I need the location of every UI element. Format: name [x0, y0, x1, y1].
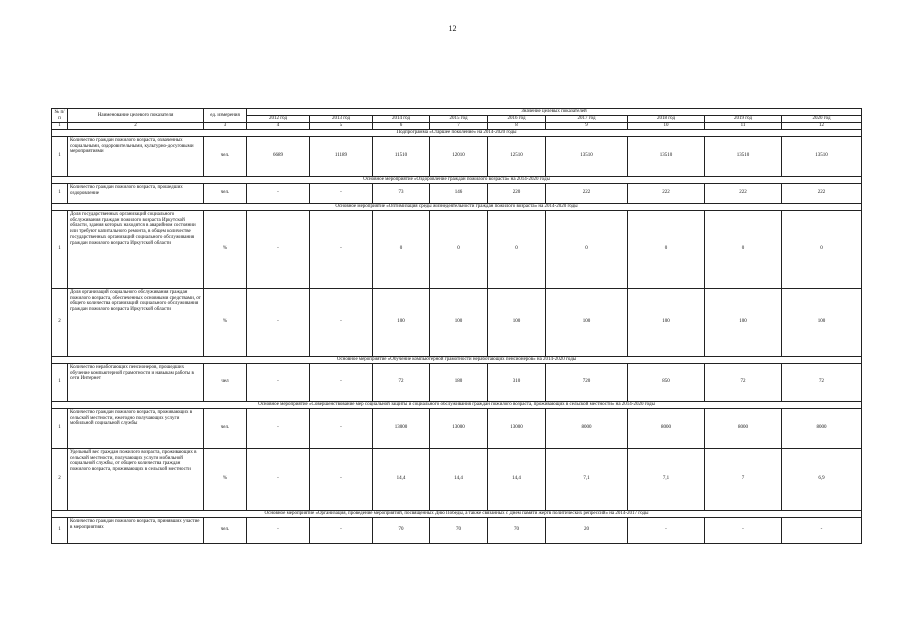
value-cell: 220: [488, 183, 546, 203]
row-number: 1: [52, 210, 68, 288]
header-year: 2019 год: [705, 116, 782, 123]
value-cell: 0: [782, 210, 862, 288]
value-cell: 0: [705, 210, 782, 288]
column-number: 4: [247, 123, 310, 130]
value-cell: 100: [430, 288, 488, 356]
value-cell: -: [310, 408, 373, 448]
value-cell: 0: [430, 210, 488, 288]
unit-cell: %: [204, 210, 247, 288]
column-numbers-row: [52, 123, 862, 130]
value-cell: 70: [430, 517, 488, 543]
section-row: [52, 176, 862, 183]
value-cell: -: [310, 288, 373, 356]
header-year: 2015 год: [430, 116, 488, 123]
value-cell: 11510: [373, 136, 430, 176]
value-cell: 6689: [247, 136, 310, 176]
value-cell: 70: [488, 517, 546, 543]
column-number: 9: [546, 123, 628, 130]
value-cell: 0: [628, 210, 705, 288]
section-title: Подпрограмма «Старшее поколение» на 2014-2020 годы: [52, 129, 862, 136]
section-title: Основное мероприятие «Совершенствование мер социальной защиты и социального обслуживания граждан пожилого возраста, проживающих в сельской местности» на 2014-2020 годы: [52, 401, 862, 408]
value-cell: 0: [488, 210, 546, 288]
column-number: 6: [373, 123, 430, 130]
row-number: 1: [52, 517, 68, 543]
value-cell: -: [782, 517, 862, 543]
value-cell: 100: [488, 288, 546, 356]
value-cell: -: [247, 183, 310, 203]
column-number: 10: [628, 123, 705, 130]
value-cell: 7,1: [628, 448, 705, 510]
value-cell: 20: [546, 517, 628, 543]
value-cell: 100: [373, 288, 430, 356]
value-cell: 8000: [705, 408, 782, 448]
indicator-row: [52, 136, 862, 176]
value-cell: 222: [546, 183, 628, 203]
value-cell: -: [705, 517, 782, 543]
value-cell: 13510: [546, 136, 628, 176]
header-year: 2014 год: [373, 116, 430, 123]
value-cell: 850: [628, 363, 705, 401]
table-body: [52, 109, 862, 544]
value-cell: 73: [373, 183, 430, 203]
header-year: 2013 год: [310, 116, 373, 123]
value-cell: 180: [430, 363, 488, 401]
section-title: Основное мероприятие «Обучение компьютерной грамотности неработающих пенсионеров» на 2014-2020 годы: [52, 356, 862, 363]
value-cell: -: [310, 210, 373, 288]
value-cell: 8000: [546, 408, 628, 448]
value-cell: 12510: [488, 136, 546, 176]
value-cell: 100: [782, 288, 862, 356]
page-number: 12: [448, 24, 457, 33]
value-cell: 7,1: [546, 448, 628, 510]
row-number: 2: [52, 448, 68, 510]
indicator-row: [52, 517, 862, 543]
value-cell: 14,4: [488, 448, 546, 510]
value-cell: 100: [628, 288, 705, 356]
indicator-row: [52, 448, 862, 510]
value-cell: 72: [705, 363, 782, 401]
column-number: 2: [68, 123, 204, 130]
section-row: [52, 129, 862, 136]
value-cell: 72: [373, 363, 430, 401]
value-cell: -: [628, 517, 705, 543]
header-year: 2016 год: [488, 116, 546, 123]
unit-cell: чел.: [204, 183, 247, 203]
value-cell: 14,4: [373, 448, 430, 510]
value-cell: 13000: [373, 408, 430, 448]
value-cell: -: [247, 363, 310, 401]
unit-cell: %: [204, 448, 247, 510]
row-number: 1: [52, 363, 68, 401]
header-name: Наименование целевого показателя: [68, 109, 204, 123]
value-cell: -: [310, 183, 373, 203]
indicator-name: Количество неработающих пенсионеров, прошедших обучение компьютерной грамотности и навыкам работы в сети Интернет: [68, 363, 204, 401]
header-year: 2018 год: [628, 116, 705, 123]
column-number: 11: [705, 123, 782, 130]
value-cell: 146: [430, 183, 488, 203]
header-num: № п/п: [52, 109, 68, 123]
indicator-name: Доля государственных организаций социального обслуживания граждан пожилого возраста Иркутской области, здания которых находятся в аварийном состоянии или требуют капитального ремонта, в общем количестве государственных организаций социального обслуживания граждан пожилого возраста Иркутской области: [68, 210, 204, 288]
row-number: 1: [52, 136, 68, 176]
value-cell: 12010: [430, 136, 488, 176]
indicator-name: Удельный вес граждан пожилого возраста, проживающих в сельской местности, получающих услуги мобильной социальной службы, от общего количества граждан пожилого возраста, проживающих в сельской местности: [68, 448, 204, 510]
section-row: [52, 203, 862, 210]
indicator-row: [52, 288, 862, 356]
section-title: Основное мероприятие «Оптимизация среды жизнедеятельности граждан пожилого возраста» на 2014-2020 годы: [52, 203, 862, 210]
value-cell: 8000: [782, 408, 862, 448]
value-cell: 222: [705, 183, 782, 203]
unit-cell: чел.: [204, 517, 247, 543]
value-cell: 0: [373, 210, 430, 288]
column-number: 1: [52, 123, 68, 130]
header-values: Значение целевых показателей: [247, 109, 862, 116]
row-number: 2: [52, 288, 68, 356]
row-number: 1: [52, 408, 68, 448]
indicator-name: Доля организаций социального обслуживания граждан пожилого возраста, обеспеченных основными средствами, от общего количества организаций социального обслуживания граждан пожилого возраста Иркутской области: [68, 288, 204, 356]
value-cell: 720: [546, 363, 628, 401]
value-cell: 310: [488, 363, 546, 401]
value-cell: 8000: [628, 408, 705, 448]
header-row: [52, 109, 862, 116]
value-cell: -: [247, 408, 310, 448]
header-year: 2020 год: [782, 116, 862, 123]
indicator-row: [52, 183, 862, 203]
section-title: Основное мероприятие «Оздоровление граждан пожилого возраста» на 2014-2020 годы: [52, 176, 862, 183]
value-cell: 222: [782, 183, 862, 203]
value-cell: 70: [373, 517, 430, 543]
section-row: [52, 356, 862, 363]
value-cell: -: [247, 517, 310, 543]
column-number: 3: [204, 123, 247, 130]
value-cell: 11189: [310, 136, 373, 176]
value-cell: 0: [546, 210, 628, 288]
header-year: 2017 год: [546, 116, 628, 123]
value-cell: 13510: [628, 136, 705, 176]
header-year: 2012 год: [247, 116, 310, 123]
value-cell: -: [310, 363, 373, 401]
column-number: 7: [430, 123, 488, 130]
indicator-row: [52, 210, 862, 288]
value-cell: 100: [546, 288, 628, 356]
value-cell: 72: [782, 363, 862, 401]
value-cell: -: [310, 517, 373, 543]
row-number: 1: [52, 183, 68, 203]
column-number: 5: [310, 123, 373, 130]
value-cell: 13000: [488, 408, 546, 448]
value-cell: 13000: [430, 408, 488, 448]
header-unit: ед. измерения: [204, 109, 247, 123]
section-row: [52, 401, 862, 408]
value-cell: 100: [705, 288, 782, 356]
target-indicators-table: [51, 108, 862, 544]
indicator-row: [52, 363, 862, 401]
value-cell: 13510: [705, 136, 782, 176]
value-cell: -: [247, 448, 310, 510]
indicator-name: Количество граждан пожилого возраста, проживающих в сельской местности, ежегодно получающих услуги мобильной социальной службы: [68, 408, 204, 448]
indicator-name: Количество граждан пожилого возраста, охваченных социальными, оздоровительными, культурно-досуговыми мероприятиями: [68, 136, 204, 176]
value-cell: 13510: [782, 136, 862, 176]
section-title: Основное мероприятие «Организация, проведение мероприятий, посвященных Дню Победы, а также связанных с Днем памяти жертв политических репрессий» на 2014-2017 годы: [52, 510, 862, 517]
value-cell: 6,9: [782, 448, 862, 510]
indicator-name: Количество граждан пожилого возраста, прошедших оздоровление: [68, 183, 204, 203]
value-cell: 14,4: [430, 448, 488, 510]
value-cell: -: [310, 448, 373, 510]
unit-cell: %: [204, 288, 247, 356]
value-cell: -: [247, 210, 310, 288]
unit-cell: чел: [204, 363, 247, 401]
unit-cell: чел.: [204, 408, 247, 448]
column-number: 12: [782, 123, 862, 130]
value-cell: -: [247, 288, 310, 356]
value-cell: 222: [628, 183, 705, 203]
column-number: 8: [488, 123, 546, 130]
indicator-row: [52, 408, 862, 448]
section-row: [52, 510, 862, 517]
unit-cell: чел.: [204, 136, 247, 176]
value-cell: 7: [705, 448, 782, 510]
indicator-name: Количество граждан пожилого возраста, принявших участие в мероприятиях: [68, 517, 204, 543]
